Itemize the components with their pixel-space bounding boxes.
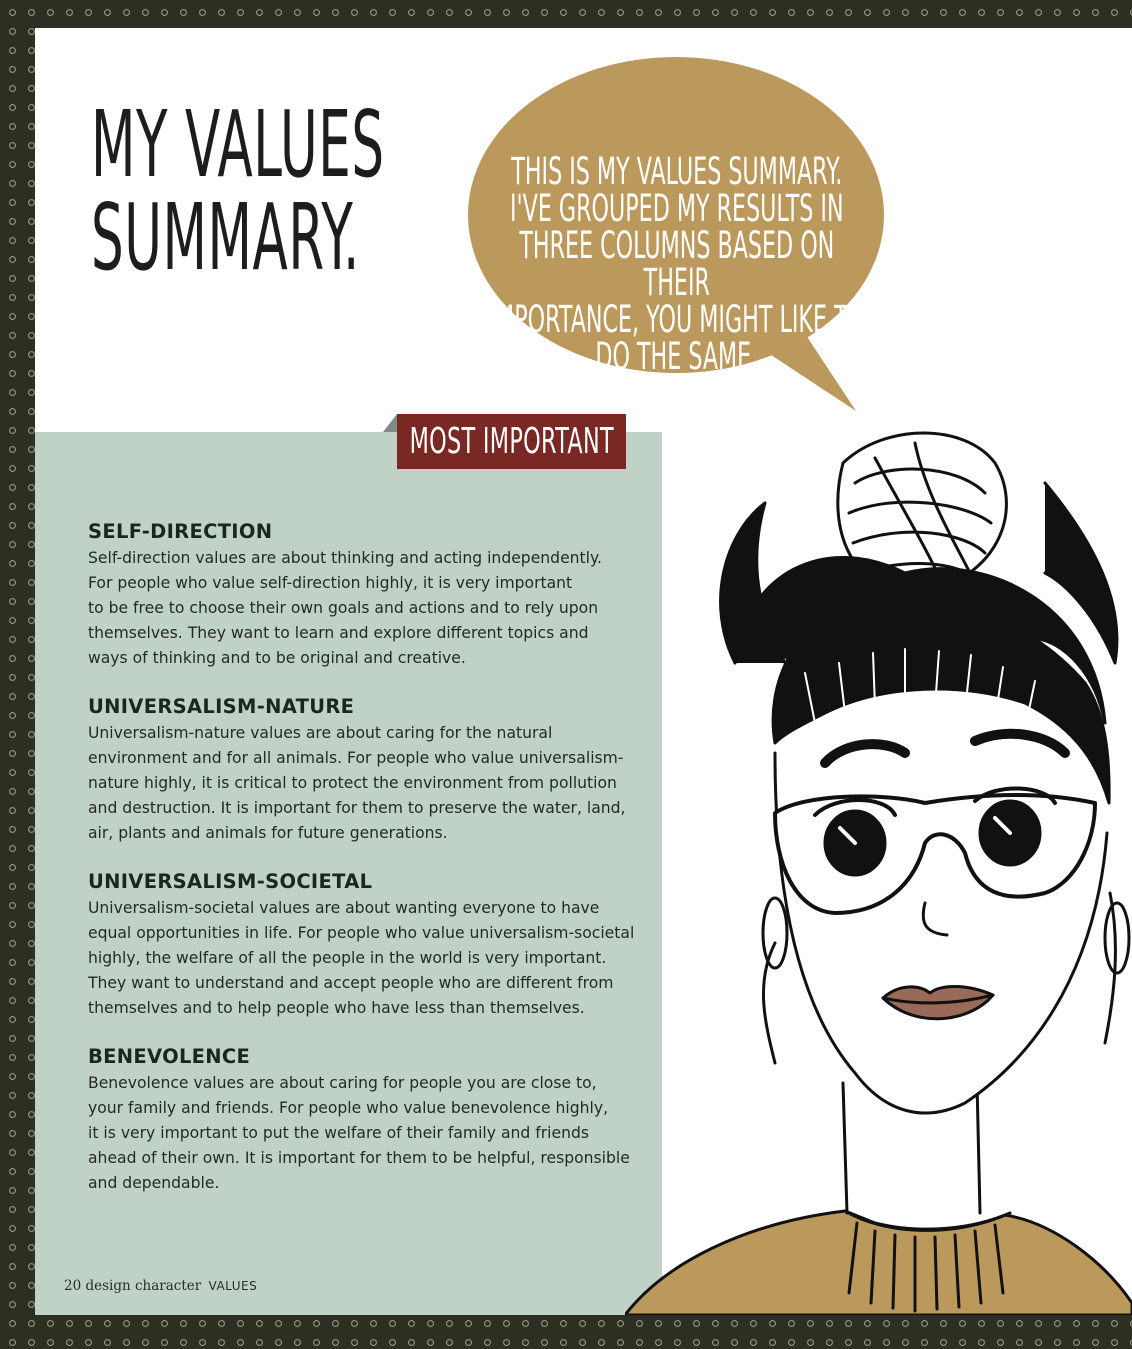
section-name: VALUES <box>208 1279 258 1293</box>
body-line: Universalism-nature values are about caring for the natural <box>88 724 553 742</box>
tab-label: MOST IMPORTANT <box>409 421 614 462</box>
body-line: your family and friends. For people who value benevolence highly, <box>88 1099 609 1117</box>
page-footer <box>64 1278 257 1294</box>
section-body <box>88 1071 648 1196</box>
body-line: nature highly, it is critical to protect the environment from pollution <box>88 774 617 792</box>
body-line: For people who value self-direction highly, it is very important <box>88 574 573 592</box>
body-line: and dependable. <box>88 1174 220 1192</box>
body-line: equal opportunities in life. For people who value universalism-societal <box>88 924 635 942</box>
body-line: Benevolence values are about caring for people you are close to, <box>88 1074 597 1092</box>
title-line: MY VALUES <box>91 91 385 198</box>
value-section-universalism-societal <box>88 870 648 1021</box>
body-line: Universalism-societal values are about wanting everyone to have <box>88 899 600 917</box>
body-line: ways of thinking and to be original and creative. <box>88 649 466 667</box>
bubble-line: IMPORTANCE, YOU MIGHT LIKE TO <box>488 298 866 341</box>
bubble-line: THIS IS MY VALUES SUMMARY. <box>511 150 843 193</box>
body-line: and destruction. It is important for them to preserve the water, land, <box>88 799 626 817</box>
value-section-self-direction <box>88 520 648 671</box>
speech-bubble <box>468 53 885 378</box>
tab-fold <box>383 414 397 432</box>
body-line: air, plants and animals for future generations. <box>88 824 448 842</box>
value-section-universalism-nature <box>88 695 648 846</box>
values-list <box>88 520 648 1220</box>
body-line: environment and for all animals. For people who value universalism- <box>88 749 624 767</box>
bubble-line: THREE COLUMNS BASED ON THEIR <box>519 224 835 304</box>
body-line: Self-direction values are about thinking and acting independently. <box>88 549 602 567</box>
page-number: 20 <box>64 1278 82 1294</box>
section-body <box>88 896 648 1021</box>
woman-illustration <box>625 423 1132 1315</box>
value-section-benevolence <box>88 1045 648 1196</box>
section-heading: UNIVERSALISM-NATURE <box>88 695 355 718</box>
section-body <box>88 721 648 846</box>
bubble-line: I'VE GROUPED MY RESULTS IN <box>510 187 844 230</box>
body-line: They want to understand and accept people who are different from <box>88 974 614 992</box>
section-body <box>88 546 648 671</box>
bubble-line: DO THE SAME. <box>595 335 759 378</box>
section-heading: UNIVERSALISM-SOCIETAL <box>88 870 373 893</box>
body-line: ahead of their own. It is important for them to be helpful, responsible <box>88 1149 630 1167</box>
body-line: themselves and to help people who have less than themselves. <box>88 999 585 1017</box>
page-title <box>91 91 385 291</box>
page <box>35 28 1132 1315</box>
book-title: design character <box>85 1278 202 1294</box>
title-line: SUMMARY. <box>91 184 360 291</box>
section-heading: SELF-DIRECTION <box>88 520 273 543</box>
speech-bubble-text <box>488 150 866 378</box>
body-line: highly, the welfare of all the people in the world is very important. <box>88 949 607 967</box>
section-heading: BENEVOLENCE <box>88 1045 251 1068</box>
body-line: to be free to choose their own goals and actions and to rely upon <box>88 599 599 617</box>
most-important-tab <box>397 414 626 469</box>
body-line: themselves. They want to learn and explore different topics and <box>88 624 589 642</box>
body-line: it is very important to put the welfare of their family and friends <box>88 1124 589 1142</box>
